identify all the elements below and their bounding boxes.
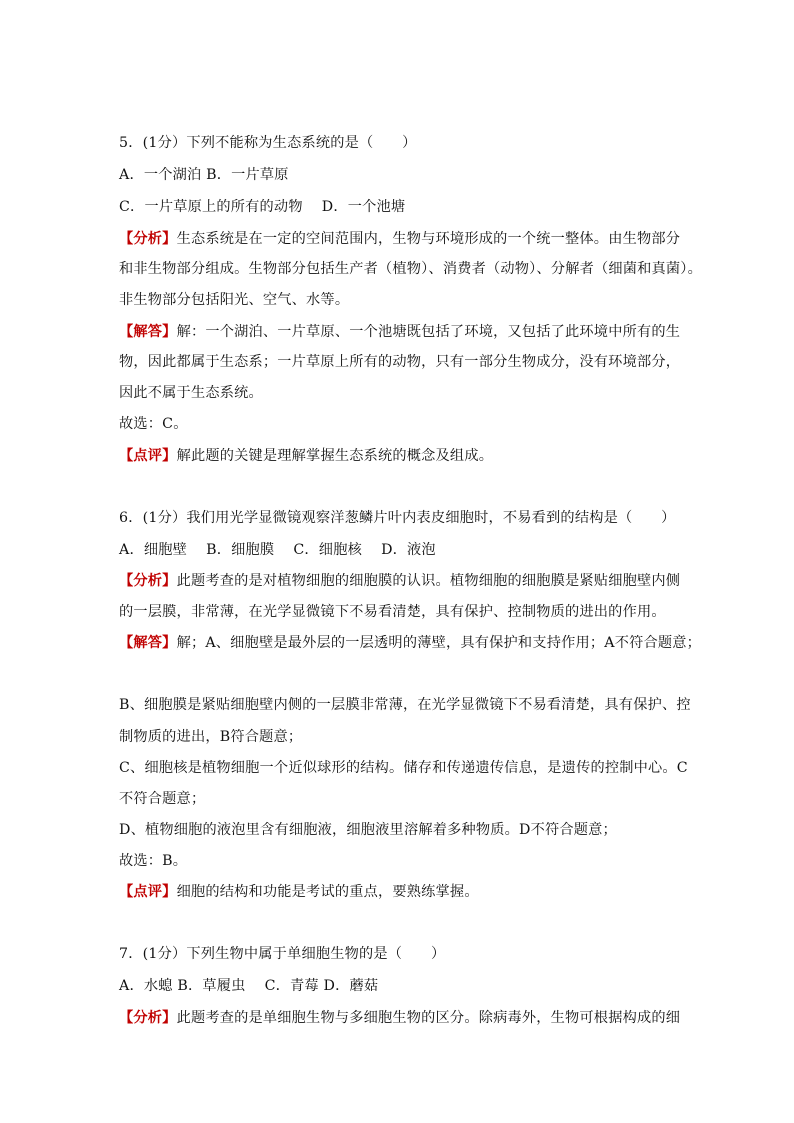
- q6-answer-c-2: 不符合题意；: [119, 791, 206, 807]
- answer-tag: 【解答】: [119, 324, 177, 340]
- q6-analysis-text-1: 此题考查的是对植物细胞的细胞膜的认识。植物细胞的细胞膜是紧贴细胞壁内侧: [176, 573, 681, 589]
- q5-answer-text-2: 物，因此都属于生态系；一片草原上所有的动物，只有一部分生物成分，没有环境部分，: [119, 354, 681, 370]
- comment-tag: 【点评】: [119, 448, 177, 464]
- q6-comment-text: 细胞的结构和功能是考试的重点，要熟练掌握。: [176, 884, 479, 900]
- q7-analysis-line: [119, 1008, 680, 1028]
- q6-answer-b-2: 制物质的进出，B符合题意；: [119, 729, 303, 745]
- q5-options-cd: C．一片草原上的所有的动物 D．一个池塘: [119, 199, 406, 215]
- q5-answer-text-1: 解：一个湖泊、一片草原、一个池塘既包括了环境，又包括了此环境中所有的生: [176, 324, 681, 340]
- q5-options-ab: A．一个湖泊 B．一片草原: [119, 167, 289, 183]
- q5-question: 5．(1分）下列不能称为生态系统的是（ ）: [119, 135, 417, 151]
- q6-answer-c-1: C、细胞核是植物细胞一个近似球形的结构。储存和传递遗传信息，是遗传的控制中心。C: [119, 760, 688, 776]
- q5-comment-line: [119, 446, 493, 466]
- analysis-tag: 【分析】: [119, 573, 177, 589]
- answer-tag: 【解答】: [119, 635, 177, 651]
- q5-analysis-text-3: 非生物部分包括阳光、空气、水等。: [119, 292, 350, 308]
- comment-tag: 【点评】: [119, 884, 177, 900]
- q7-options: A．水螅 B．草履虫 C．青莓 D．蘑菇: [119, 978, 379, 994]
- analysis-tag: 【分析】: [119, 1010, 177, 1026]
- q5-comment-text: 解此题的关键是理解掌握生态系统的概念及组成。: [176, 448, 494, 464]
- q6-question: 6．(1分）我们用光学显微镜观察洋葱鳞片叶内表皮细胞时，不易看到的结构是（ ）: [119, 510, 676, 526]
- q6-answer-text-1: 解；A、细胞壁是最外层的一层透明的薄壁，具有保护和支持作用；A不符合题意；: [176, 635, 702, 651]
- q6-analysis-line: [119, 571, 680, 591]
- q7-question: 7．(1分）下列生物中属于单细胞生物的是（ ）: [119, 946, 446, 962]
- q6-choice: 故选：B。: [119, 853, 188, 869]
- q6-comment-line: [119, 882, 479, 902]
- q6-answer-line: [119, 633, 701, 653]
- q6-answer-b-1: B、细胞膜是紧贴细胞壁内侧的一层膜非常薄，在光学显微镜下不易看清楚，具有保护、控: [119, 697, 691, 713]
- q5-analysis-text-1: 生态系统是在一定的空间范围内，生物与环境形成的一个统一整体。由生物部分: [176, 231, 681, 247]
- q7-analysis-text-1: 此题考查的是单细胞生物与多细胞生物的区分。除病毒外，生物可根据构成的细: [176, 1010, 681, 1026]
- q5-analysis-text-2: 和非生物部分组成。生物部分包括生产者（植物）、消费者（动物）、分解者（细菌和真菌）。: [119, 261, 702, 277]
- q5-answer-line: [119, 322, 680, 342]
- q6-options: A．细胞壁 B．细胞膜 C．细胞核 D．液泡: [119, 542, 436, 558]
- q5-choice: 故选：C。: [119, 416, 188, 432]
- q6-analysis-text-2: 的一层膜，非常薄，在光学显微镜下不易看清楚，具有保护、控制物质的进出的作用。: [119, 604, 666, 620]
- q5-answer-text-3: 因此不属于生态系统。: [119, 385, 263, 401]
- q5-analysis-line: [119, 229, 680, 249]
- analysis-tag: 【分析】: [119, 231, 177, 247]
- q6-answer-d: D、植物细胞的液泡里含有细胞液，细胞液里溶解着多种物质。D不符合题意；: [119, 822, 617, 838]
